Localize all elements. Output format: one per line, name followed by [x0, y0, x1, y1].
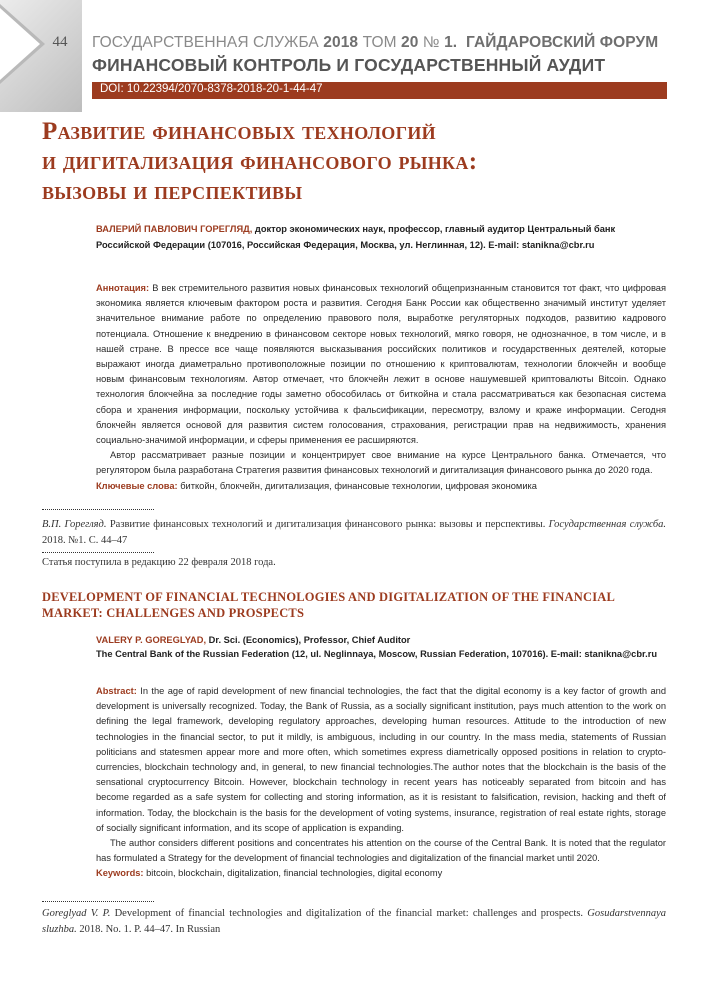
page-corner-decoration: [0, 0, 82, 112]
received-date: Статья поступила в редакцию 22 февраля 2018 года.: [42, 557, 276, 568]
doi-link[interactable]: DOI: 10.22394/2070-8378-2018-20-1-44-47: [100, 83, 323, 95]
abstract-label-en: Abstract:: [96, 686, 137, 696]
author-block-en: [96, 633, 666, 661]
author-name-en: VALERY P. GOREGLYAD,: [96, 635, 207, 645]
citation-text-en: Development of financial technologies and digitalization of the financial market: challenges and prospects.: [114, 908, 584, 919]
author-block-ru: [96, 222, 666, 253]
title-line: и дигитализация финансового рынка:: [42, 148, 478, 175]
article-title: [42, 117, 672, 207]
citation-author-en: Goreglyad V. P.: [42, 908, 111, 919]
keywords-text: биткойн, блокчейн, дигитализация, финансовые технологии, цифровая экономика: [180, 480, 537, 491]
citation-en: [42, 906, 666, 937]
volume-label: ТОМ: [362, 34, 397, 51]
divider-dots: [42, 901, 154, 902]
citation-details: 2018. №1. С. 44–47: [42, 534, 128, 546]
citation-journal: Государственная служба.: [548, 519, 666, 530]
volume-number: 20: [401, 34, 419, 51]
author-details-en: The Central Bank of the Russian Federation (12, ul. Neglinnaya, Moscow, Russian Federation, 107016). E-mail: stanikna@cbr.ru: [96, 649, 657, 659]
title-line: вызовы и перспективы: [42, 178, 303, 205]
abstract-text-en-2: The author considers different positions and concentrates his attention on the course of the Central Bank. It is noted that the regulator has formulated a Strategy for the development of financial technologies and digitalization of the financial market until 2020.: [96, 838, 666, 864]
forum-name: ГАЙДАРОВСКИЙ ФОРУМ: [466, 34, 659, 51]
journal-year: 2018: [323, 34, 359, 51]
citation-author: В.П. Горегляд.: [42, 519, 107, 530]
author-details: доктор экономических наук, профессор, главный аудитор Центральный банк Российской Федерации (107016, Российская Федерация, Москва, ул. Неглинная, 12). E-mail: stanikna@cbr.ru: [96, 224, 616, 250]
english-title: DEVELOPMENT OF FINANCIAL TECHNOLOGIES AND DIGITALIZATION OF THE FINANCIAL MARKET: CHALLENGES AND PROSPECTS: [42, 590, 615, 620]
citation-details-en: 2018. No. 1. P. 44–47. In Russian: [79, 923, 221, 935]
corner-triangle: [0, 8, 40, 80]
citation-ru: [42, 517, 666, 548]
author-degree-en: Dr. Sci. (Economics), Professor, Chief Auditor: [208, 635, 411, 645]
abstract-text-2: Автор рассматривает разные позиции и концентрирует свое внимание на курсе Центрального банка. Отмечается, что регулятором была разработана Стратегия развития финансовых технологий и дигитализация финансового рынка до 2020 года.: [96, 450, 666, 476]
abstract-text-en: In the age of rapid development of new financial technologies, the fact that the digital economy is a key factor of growth and development is universally recognized. Today, the Bank of Russia, as a socially significant institution, pays much attention to the work on defining the legal framework, developing regulatory approaches, developing human resources. Attitude to the introduction of new technologies in the financial sector, to put it mildly, is ambiguous, including in our country. In the mass media, statements of Russian politicians and statesmen appear more and more often, which sometimes express diametrically opposed positions in relation to crypto-currencies, blockchain technology and, in general, to new financial technologies.The author notes that the blockchain is the basis of the sensational cryptocurrency Bitcoin. However, blockchain technology in recent years has noticeably separated from bitcoin and has become regarded as a safe system for collecting and storing information, as it is resistant to falsification, revision, hacking and theft of information. Today, the blockchain is the basis for the development of voting systems, insurance, registration of real estate rights, storage of socially significant information, and its scope of application is expanding.: [96, 686, 666, 833]
author-name: ВАЛЕРИЙ ПАВЛОВИЧ ГОРЕГЛЯД,: [96, 224, 253, 234]
journal-name: ГОСУДАРСТВЕННАЯ СЛУЖБА: [92, 34, 319, 51]
keywords-text-en: bitcoin, blockchain, digitalization, financial technologies, digital economy: [146, 868, 443, 879]
divider-dots: [42, 509, 154, 510]
citation-text: Развитие финансовых технологий и дигитализация финансового рынка: вызовы и перспективы.: [109, 519, 546, 530]
abstract-ru: [96, 281, 666, 494]
issue-label: №: [422, 34, 440, 51]
divider-dots: [42, 552, 154, 553]
title-line: Развитие финансовых технологий: [42, 118, 436, 145]
citation-journal-en: Gosudarstvennaya sluzhba.: [42, 908, 667, 935]
issue-number: 1.: [444, 34, 458, 51]
abstract-en: [96, 684, 666, 882]
section-title: ФИНАНСОВЫЙ КОНТРОЛЬ И ГОСУДАРСТВЕННЫЙ АУДИТ: [92, 55, 606, 75]
keywords-label-en: Keywords:: [96, 868, 144, 879]
journal-header: [92, 34, 667, 52]
keywords-label: Ключевые слова:: [96, 480, 178, 491]
abstract-label: Аннотация:: [96, 283, 150, 293]
page-number: 44: [52, 34, 68, 50]
abstract-text: В век стремительного развития новых финансовых технологий общепризнанным становится тот факт, что цифровая экономика является ключевым фактором роста и развития. Сегодня Банк России как общественно значимый институт уделяет значительное внимание работе по определению правового поля, выработке регуляторных подходов, развитию кадрового потенциала. Отношение к внедрению в финансовом секторе новых технологий, мягко говоря, не однозначное, в том числе, и в нашей стране. В прессе все чаще появляются высказывания российских политиков и государственных деятелей, которые выражают иногда диаметрально противоположные позиции по отношению к криптовалютам, технологии блокчейн и вообще новым финансовым технологиям. Автор отмечает, что блокчейн лежит в основе нашумевшей криптовалюты Bitcoin. Однако технология блокчейна за последние годы заметно обособилась от биткойна и стала рассматриваться как безопасная система сбора и хранения информации, поскольку устойчива к фальсификации, пересмотру, взлому и краже информации. Сегодня блокчейн является основой для развития систем голосования, страхования, регистрации прав на недвижимость, хранения социально-значимой информации, и сферы применения ее расширяются.: [96, 283, 666, 446]
